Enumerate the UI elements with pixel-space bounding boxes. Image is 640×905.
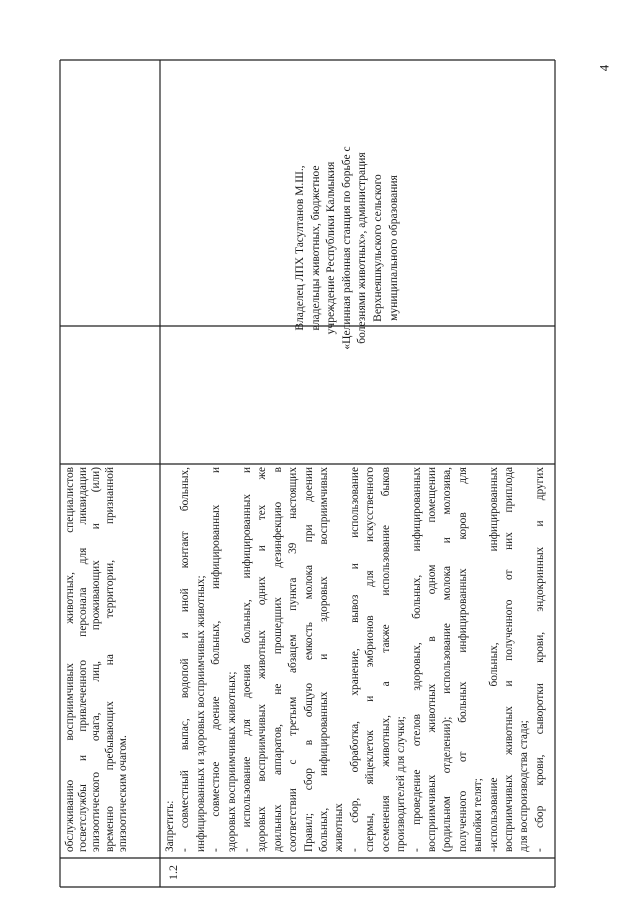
row-number: 1.2 bbox=[166, 865, 180, 880]
text-line: инфицированных и здоровых восприимчивых животных; bbox=[194, 575, 207, 852]
text-line: здоровых восприимчивых животных; bbox=[225, 671, 238, 852]
text-line: - проведение отелов здоровых, больных, инфицированных bbox=[410, 467, 423, 852]
text-line: эпизоотическим очагом. bbox=[116, 735, 129, 852]
text-line: Правил; сбор в общую емкость молока при доении bbox=[302, 467, 315, 852]
text-line: выпойки телят; bbox=[472, 778, 485, 852]
text-line: осеменения животных, а также использование быков bbox=[379, 467, 392, 852]
text-line: - использование для доения больных, инфицированных и bbox=[241, 467, 254, 852]
text-line: -использование больных, инфицированных bbox=[487, 467, 500, 852]
text-line: восприимчивых животных и полученного от них приплода bbox=[502, 467, 515, 852]
text-line: спермы, яйцеклеток и эмбрионов для искусственного bbox=[364, 467, 377, 852]
text-line: производителей для случки; bbox=[395, 716, 408, 852]
text-line: временно пребывающих на территории, признанной bbox=[103, 467, 116, 852]
text-line: - совместный выпас, водопой и иной контакт больных, bbox=[179, 467, 192, 852]
text-line: Запретить: bbox=[164, 800, 176, 852]
responsible-parties bbox=[293, 78, 402, 418]
text-line: больных, инфицированных и здоровых восприимчивых bbox=[318, 467, 331, 852]
page-number: 4 bbox=[596, 64, 612, 72]
text-line: восприимчивых животных в одном помещении bbox=[425, 467, 438, 852]
text-line: животных bbox=[333, 803, 346, 852]
text-line: соответствии с третьим абзацем пункта 39 настоящих bbox=[287, 467, 300, 852]
text-line: здоровых восприимчивых животных одних и тех же bbox=[256, 467, 269, 852]
text-line: доильных аппаратов, не прошедших дезинфекцию в bbox=[271, 467, 284, 852]
text-line: - совместное доение больных, инфицированных и bbox=[210, 467, 223, 852]
text-line: - сбор, обработка, хранение, вывоз и использование bbox=[348, 467, 361, 852]
row-text bbox=[163, 467, 548, 852]
text-line: муниципального образования bbox=[387, 175, 400, 321]
text-line: для воспроизводства стада; bbox=[518, 720, 531, 852]
text-line: обслуживанию восприимчивых животных, специалистов bbox=[64, 467, 76, 852]
text-line: Владелец ЛПХ Тасултанов М.Ш., bbox=[294, 165, 306, 331]
text-line: Верхнеяшкульского сельского bbox=[371, 174, 384, 322]
text-line: - сбор крови, сыворотки крови, эндокринных и других bbox=[533, 467, 546, 852]
text-line: полученного от больных инфицированных коров для bbox=[456, 467, 469, 852]
text-line: «Целинная районная станция по борьбе с bbox=[340, 146, 353, 350]
text-line: учреждение Республики Калмыкия bbox=[325, 161, 338, 335]
text-line: госветслужбы и привлеченного персонала для ликвидации bbox=[77, 467, 90, 852]
text-line: владельцы животных, бюджетное bbox=[309, 165, 322, 331]
prev-row-text bbox=[64, 467, 130, 852]
text-line: (родильном отделении); использование молока и молозива, bbox=[441, 467, 454, 852]
text-line: болезнями животных», администрация bbox=[356, 152, 369, 344]
text-line: эпизоотического очага, лиц, проживающих и (или) bbox=[90, 467, 103, 852]
